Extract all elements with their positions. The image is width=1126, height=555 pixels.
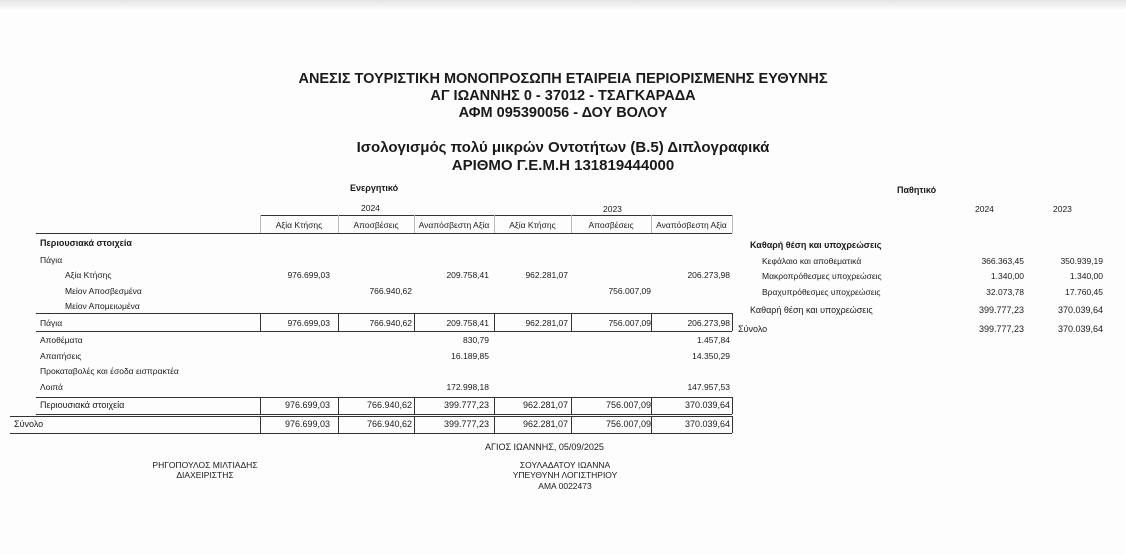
liability-row-label: Μακροπρόθεσμες υποχρεώσεις	[762, 271, 882, 281]
asset-row-value: 399.777,23	[443, 419, 489, 429]
asset-row-value: 962.281,07	[525, 318, 568, 328]
total-row-divider	[260, 313, 261, 331]
asset-row-label: Μείον Αποσβεσμένα	[65, 286, 142, 296]
total-row-divider	[571, 416, 572, 433]
liabilities-section-label: Καθαρή θέση και υποχρεώσεις	[750, 240, 882, 250]
asset-row-value: 976.699,03	[284, 400, 330, 410]
total-row-divider	[732, 416, 733, 433]
asset-row-value: 172.998,18	[446, 382, 489, 392]
company-tax-id: ΑΦΜ 095390056 - ΔΟΥ ΒΟΛΟΥ	[458, 105, 668, 121]
asset-row-value: 16.189,85	[451, 351, 489, 361]
liability-row-label: Κεφάλαιο και αποθεματικά	[762, 256, 862, 266]
liability-row-value: 1.340,00	[990, 271, 1024, 281]
accountant-name: ΣΟΥΛΑΔΑΤΟΥ ΙΩΑΝΝΑ	[519, 460, 611, 470]
asset-row-label: Λοιπά	[40, 382, 63, 392]
asset-row-value: 766.940,62	[369, 286, 412, 296]
column-guide	[414, 215, 415, 233]
report-title: Ισολογισμός πολύ μικρών Οντοτήτων (Β.5) Διπλογραφικά	[356, 139, 770, 156]
total-row-rule	[36, 397, 732, 398]
asset-row-value: 976.699,03	[287, 270, 330, 280]
asset-row-value: 756.007,09	[608, 318, 651, 328]
liability-row-value: 366.363,45	[981, 256, 1024, 266]
company-address: ΑΓ ΙΩΑΝΝΗΣ 0 - 37012 - ΤΣΑΓΚΑΡΑΔΑ	[430, 88, 696, 104]
report-gemi-number: ΑΡΙΘΜΟ Γ.Ε.Μ.Η 131819444000	[451, 157, 675, 174]
assets-year-2024: 2024	[361, 203, 380, 213]
total-row-divider	[651, 397, 652, 414]
total-row-rule	[36, 414, 732, 415]
liability-row-value: 370.039,64	[1057, 305, 1103, 315]
asset-row-label: Αποθέματα	[40, 335, 83, 345]
asset-row-label: Περιουσιακά στοιχεία	[40, 400, 125, 410]
column-header-rule	[260, 215, 732, 216]
asset-row-value: 756.007,09	[608, 286, 651, 296]
total-row-divider	[338, 397, 339, 414]
col-header-net-value-2023: Αναπόσβεστη Αξία	[656, 220, 727, 230]
col-header-net-value-2024: Αναπόσβεστη Αξία	[418, 220, 490, 230]
asset-row-label: Πάγια	[40, 255, 63, 265]
asset-row-value: 766.940,62	[366, 419, 412, 429]
liability-row-value: 1.340,00	[1069, 271, 1103, 281]
assets-section-label: Περιουσιακά στοιχεία	[40, 238, 132, 248]
col-header-cost-2023: Αξία Κτήσης	[509, 220, 556, 230]
total-row-rule	[36, 331, 732, 332]
asset-row-value: 830,79	[463, 335, 489, 345]
asset-row-value: 1.457,84	[696, 335, 730, 345]
place-date: ΑΓΙΟΣ ΙΩΑΝΝΗΣ, 05/09/2025	[485, 442, 604, 452]
liability-row-value: 350.939,19	[1060, 256, 1103, 266]
col-header-depreciation-2024: Αποσβέσεις	[353, 220, 399, 230]
liability-row-label: Σύνολο	[738, 324, 768, 334]
column-header-bottom-rule	[36, 233, 732, 234]
total-row-divider	[260, 397, 261, 414]
asset-row-value: 976.699,03	[284, 419, 330, 429]
asset-row-value: 206.273,98	[687, 270, 730, 280]
column-guide	[651, 215, 652, 233]
total-row-divider	[732, 397, 733, 414]
column-guide	[260, 215, 261, 233]
total-row-divider	[494, 313, 495, 331]
total-row-rule	[10, 416, 732, 417]
total-row-divider	[338, 313, 339, 331]
total-row-divider	[338, 416, 339, 433]
asset-row-value: 766.940,62	[369, 318, 412, 328]
total-row-divider	[651, 416, 652, 433]
asset-row-value: 147.957,53	[687, 382, 730, 392]
asset-row-label: Μείον Απομειωμένα	[65, 301, 140, 311]
assets-year-2023: 2023	[603, 204, 622, 214]
asset-row-value: 976.699,03	[287, 318, 330, 328]
liabilities-year-2024: 2024	[975, 204, 994, 214]
liability-row-label: Καθαρή θέση και υποχρεώσεις	[750, 305, 873, 315]
total-row-divider	[651, 313, 652, 331]
asset-row-label: Σύνολο	[14, 419, 44, 429]
asset-row-value: 962.281,07	[522, 400, 568, 410]
liabilities-heading: Παθητικό	[897, 185, 937, 195]
asset-row-value: 209.758,41	[446, 318, 489, 328]
liability-row-value: 399.777,23	[978, 324, 1024, 334]
total-row-rule	[10, 433, 732, 434]
column-guide	[571, 215, 572, 233]
liability-row-value: 370.039,64	[1057, 324, 1103, 334]
asset-row-label: Πάγια	[40, 318, 63, 328]
liabilities-year-2023: 2023	[1053, 204, 1072, 214]
liability-row-value: 399.777,23	[978, 305, 1024, 315]
liability-row-label: Βραχυπρόθεσμες υποχρεώσεις	[762, 287, 881, 297]
total-row-rule	[36, 313, 732, 314]
column-guide	[338, 215, 339, 233]
liability-row-value: 17.760,45	[1065, 287, 1103, 297]
administrator-name: ΡΗΓΟΠΟΥΛΟΣ ΜΙΛΤΙΑΔΗΣ	[152, 460, 258, 470]
total-row-divider	[571, 397, 572, 414]
accountant-registration: ΑΜΑ 0022473	[538, 481, 592, 491]
column-guide	[494, 215, 495, 233]
company-name: ΑΝΕΣΙΣ ΤΟΥΡΙΣΤΙΚΗ ΜΟΝΟΠΡΟΣΩΠΗ ΕΤΑΙΡΕΙΑ ΠΕΡΙΟΡΙΣΜΕΝΗΣ ΕΥΘΥΝΗΣ	[298, 71, 828, 87]
administrator-role: ΔΙΑΧΕΙΡΙΣΤΗΣ	[176, 470, 234, 480]
asset-row-value: 370.039,64	[684, 400, 730, 410]
liability-row-value: 32.073,78	[986, 287, 1024, 297]
asset-row-label: Αξία Κτήσης	[65, 270, 112, 280]
column-guide	[732, 215, 733, 233]
col-header-cost-2024: Αξία Κτήσης	[275, 220, 323, 230]
asset-row-value: 756.007,09	[605, 400, 651, 410]
asset-row-value: 756.007,09	[605, 419, 651, 429]
asset-row-value: 206.273,98	[687, 318, 730, 328]
col-header-depreciation-2023: Αποσβέσεις	[588, 220, 634, 230]
total-row-divider	[414, 313, 415, 331]
asset-row-value: 962.281,07	[525, 270, 568, 280]
asset-row-label: Προκαταβολές και έσοδα εισπρακτέα	[40, 366, 179, 376]
accountant-role: ΥΠΕΥΘΥΝΗ ΛΟΓΙΣΤΗΡΙΟΥ	[512, 470, 618, 480]
asset-row-value: 962.281,07	[522, 419, 568, 429]
asset-row-value: 766.940,62	[366, 400, 412, 410]
total-row-divider	[414, 416, 415, 433]
assets-heading: Ενεργητικό	[350, 183, 399, 193]
total-row-divider	[414, 397, 415, 414]
asset-row-value: 14.350,29	[692, 351, 730, 361]
asset-row-label: Απαιτήσεις	[40, 351, 82, 361]
asset-row-value: 370.039,64	[684, 419, 730, 429]
total-row-divider	[260, 416, 261, 433]
total-row-divider	[494, 416, 495, 433]
total-row-divider	[732, 313, 733, 331]
scan-edge-shade	[0, 0, 1126, 10]
asset-row-value: 209.758,41	[446, 270, 489, 280]
asset-row-value: 399.777,23	[443, 400, 489, 410]
total-row-divider	[494, 397, 495, 414]
total-row-divider	[571, 313, 572, 331]
